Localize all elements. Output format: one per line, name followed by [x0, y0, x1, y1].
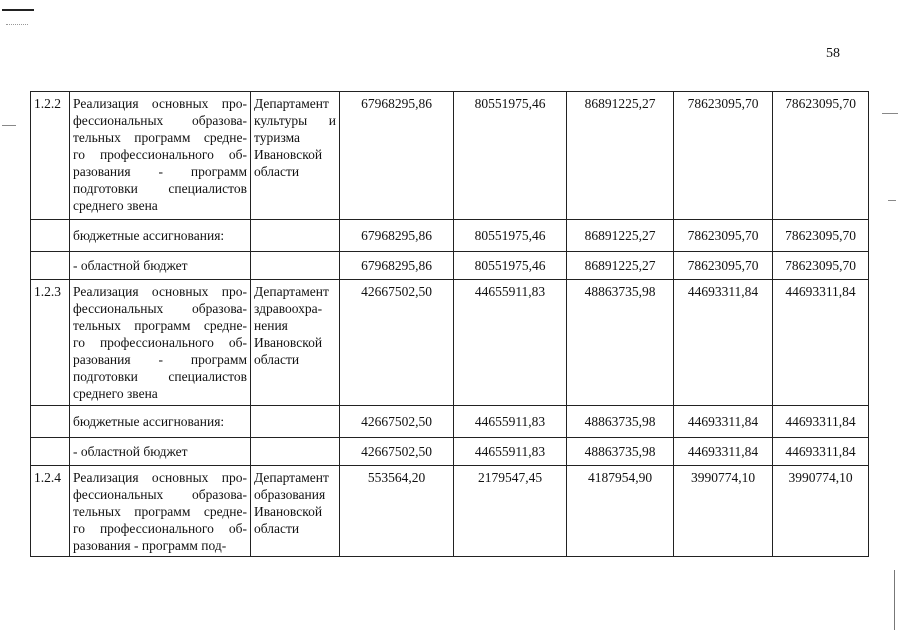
amount-cell: 78623095,70	[773, 252, 869, 280]
amount-cell: 78623095,70	[773, 220, 869, 252]
executor-line: области	[254, 521, 300, 536]
amount-cell: 67968295,86	[340, 92, 454, 220]
amount-cell: 44655911,83	[454, 406, 567, 438]
amount-cell: 78623095,70	[674, 252, 773, 280]
amount-cell: 4187954,90	[567, 466, 674, 557]
executor-line: Департамент	[254, 96, 329, 111]
page-number: 58	[826, 46, 840, 61]
empty-cell	[31, 220, 70, 252]
row-code: 1.2.3	[31, 280, 70, 406]
amount-cell: 44693311,84	[674, 280, 773, 406]
subrow-label: - областной бюджет	[70, 252, 251, 280]
amount-cell: 44693311,84	[674, 438, 773, 466]
empty-cell	[31, 438, 70, 466]
margin-mark	[882, 113, 898, 114]
executor-line: Департамент	[254, 470, 329, 485]
measure-name-line: среднего звена	[73, 386, 158, 401]
measure-name	[70, 466, 251, 557]
amount-cell: 3990774,10	[674, 466, 773, 557]
executor-line: образования	[254, 487, 326, 502]
executor-line: Ивановской	[254, 147, 323, 162]
margin-mark	[2, 125, 16, 126]
amount-cell: 78623095,70	[674, 92, 773, 220]
amount-cell: 44655911,83	[454, 438, 567, 466]
executor-line: культуры и	[254, 113, 336, 128]
amount-cell: 86891225,27	[567, 220, 674, 252]
measure-name	[70, 280, 251, 406]
measure-name-line: Реализация основных про-	[73, 284, 247, 299]
empty-cell	[31, 252, 70, 280]
measure-name-line: подготовки специалистов	[73, 369, 247, 384]
amount-cell: 48863735,98	[567, 438, 674, 466]
measure-name-line: го профессионального об-	[73, 521, 247, 536]
measure-name-line: тельных программ средне-	[73, 130, 247, 145]
executor	[251, 466, 340, 557]
measure-name-line: фессиональных образова-	[73, 301, 247, 316]
subrow-label: бюджетные ассигнования:	[70, 406, 251, 438]
empty-cell	[31, 406, 70, 438]
executor-line: нения	[254, 318, 288, 333]
measure-name-line: фессиональных образова-	[73, 487, 247, 502]
measure-name-line: тельных программ средне-	[73, 504, 247, 519]
amount-cell: 42667502,50	[340, 438, 454, 466]
amount-cell: 553564,20	[340, 466, 454, 557]
measure-name	[70, 92, 251, 220]
measure-name-line: разования - программ под-	[73, 538, 227, 553]
table-row	[31, 92, 869, 220]
table-subrow	[31, 438, 869, 466]
amount-cell: 48863735,98	[567, 280, 674, 406]
executor-line: Ивановской	[254, 504, 323, 519]
amount-cell: 3990774,10	[773, 466, 869, 557]
scan-edge	[894, 570, 895, 630]
executor-line: туризма	[254, 130, 301, 145]
subrow-label: - областной бюджет	[70, 438, 251, 466]
table-subrow	[31, 252, 869, 280]
measure-name-line: тельных программ средне-	[73, 318, 247, 333]
measure-name-line: разования - программ	[73, 352, 247, 367]
amount-cell: 78623095,70	[674, 220, 773, 252]
executor-line: области	[254, 164, 300, 179]
amount-cell: 67968295,86	[340, 220, 454, 252]
scan-artifact	[6, 24, 28, 25]
amount-cell: 44693311,84	[773, 438, 869, 466]
executor-line: области	[254, 352, 300, 367]
amount-cell: 80551975,46	[454, 252, 567, 280]
amount-cell: 80551975,46	[454, 92, 567, 220]
margin-mark	[888, 200, 896, 201]
empty-cell	[251, 438, 340, 466]
measure-name-line: фессиональных образова-	[73, 113, 247, 128]
amount-cell: 44693311,84	[773, 406, 869, 438]
table-body	[31, 92, 869, 557]
amount-cell: 44655911,83	[454, 280, 567, 406]
measure-name-line: го профессионального об-	[73, 147, 247, 162]
amount-cell: 78623095,70	[773, 92, 869, 220]
table-row	[31, 280, 869, 406]
header-rule	[2, 9, 34, 11]
amount-cell: 42667502,50	[340, 280, 454, 406]
empty-cell	[251, 252, 340, 280]
row-code: 1.2.4	[31, 466, 70, 557]
subrow-label: бюджетные ассигнования:	[70, 220, 251, 252]
empty-cell	[251, 406, 340, 438]
amount-cell: 2179547,45	[454, 466, 567, 557]
amount-cell: 86891225,27	[567, 252, 674, 280]
executor-line: Ивановской	[254, 335, 323, 350]
measure-name-line: подготовки специалистов	[73, 181, 247, 196]
amount-cell: 48863735,98	[567, 406, 674, 438]
measure-name-line: среднего звена	[73, 198, 158, 213]
amount-cell: 86891225,27	[567, 92, 674, 220]
executor	[251, 92, 340, 220]
empty-cell	[251, 220, 340, 252]
executor-line: Департамент	[254, 284, 329, 299]
row-code: 1.2.2	[31, 92, 70, 220]
budget-table	[30, 91, 869, 557]
table-subrow	[31, 220, 869, 252]
table-row	[31, 466, 869, 557]
measure-name-line: Реализация основных про-	[73, 470, 247, 485]
amount-cell: 44693311,84	[674, 406, 773, 438]
executor	[251, 280, 340, 406]
amount-cell: 80551975,46	[454, 220, 567, 252]
measure-name-line: го профессионального об-	[73, 335, 247, 350]
measure-name-line: разования - программ	[73, 164, 247, 179]
amount-cell: 67968295,86	[340, 252, 454, 280]
table-subrow	[31, 406, 869, 438]
amount-cell: 44693311,84	[773, 280, 869, 406]
amount-cell: 42667502,50	[340, 406, 454, 438]
measure-name-line: Реализация основных про-	[73, 96, 247, 111]
executor-line: здравоохра-	[254, 301, 323, 316]
